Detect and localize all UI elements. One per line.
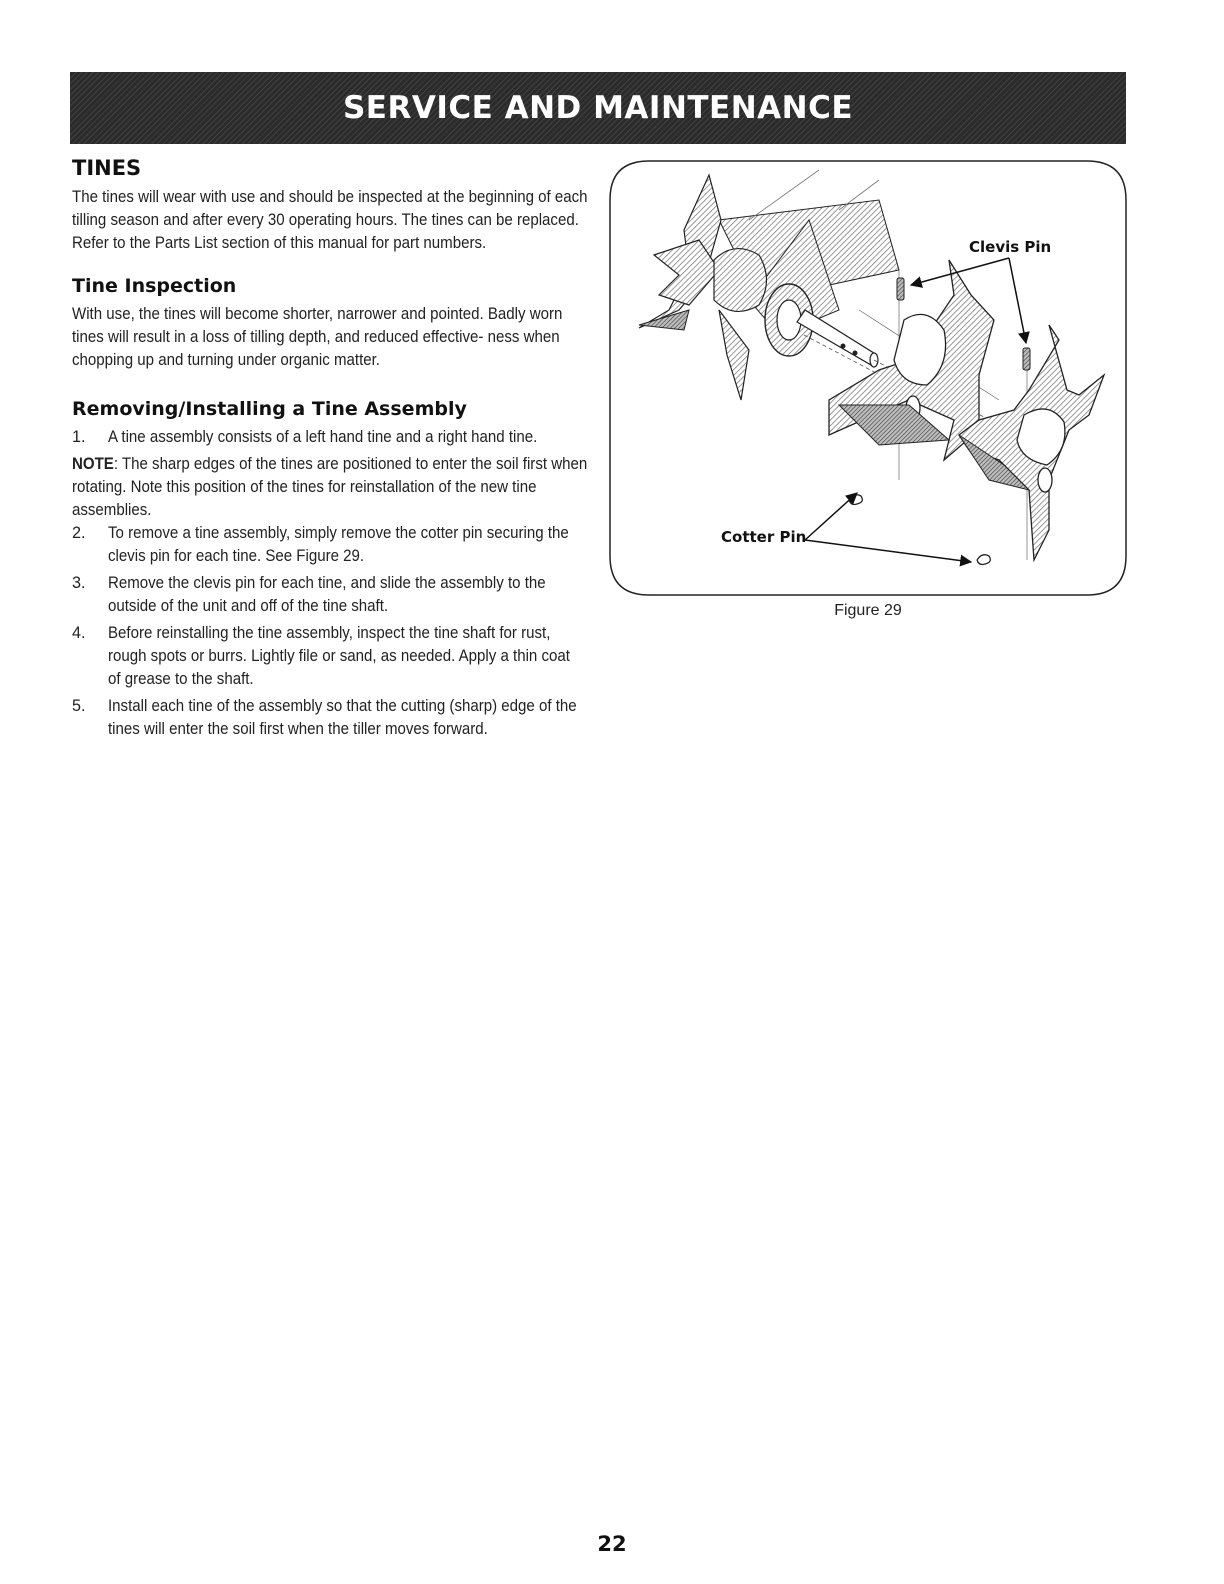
list-item [72,426,592,449]
inspection-body: With use, the tines will become shorter, narrower and pointed. Badly worn tines will result in a loss of tilling depth, and reduced effective- ness when chopping up and turning under organic matter. [72,305,563,369]
inspection-heading: Tine Inspection [72,275,237,297]
step-number: 3. [72,574,86,592]
cotter-pin-label: Cotter Pin [721,528,807,546]
step-text: Install each tine of the assembly so that the cutting (sharp) edge of the tines will enter the soil first when the tiller moves forward. [108,697,577,738]
tines-heading: TINES [72,156,142,180]
list-item [72,622,592,691]
page-number: 22 [597,1532,627,1556]
list-item [72,522,592,568]
figure-29 [609,160,1127,596]
section-banner [70,72,1126,144]
cotter-pin-right [977,555,990,565]
removal-steps [72,426,592,449]
tines-intro: The tines will wear with use and should be inspected at the beginning of each tilling season and after every 30 operating hours. The tines can be replaced. Refer to the Parts List section of this manual for part numbers. [72,188,588,252]
clevis-pin-left [897,278,904,300]
step-number: 2. [72,524,86,542]
clevis-pin-right [1023,348,1030,370]
step-number: 4. [72,624,86,642]
hub-left [714,249,767,312]
removal-steps-continued [72,522,592,741]
step-number: 1. [72,428,86,446]
step-text: Remove the clevis pin for each tine, and slide the assembly to the outside of the unit and off of the tine shaft. [108,574,546,615]
step-text: To remove a tine assembly, simply remove the cotter pin securing the clevis pin for each tine. See Figure 29. [108,524,569,565]
note-paragraph [72,453,588,522]
list-item [72,695,592,741]
step-text: A tine assembly consists of a left hand tine and a right hand tine. [108,428,538,446]
note-text: : The sharp edges of the tines are positioned to enter the soil first when rotating. Note this position of the tines for reinstallation of the new tine assemblies. [72,455,588,519]
cotter-pin-left [849,495,862,505]
tine-assembly-illustration [609,160,1127,596]
note-label: NOTE [72,455,114,473]
removal-heading: Removing/Installing a Tine Assembly [72,398,467,420]
section-title: SERVICE AND MAINTENANCE [342,90,854,126]
clevis-pin-label: Clevis Pin [969,238,1052,256]
step-text: Before reinstalling the tine assembly, inspect the tine shaft for rust, rough spots or burrs. Lightly file or sand, as needed. Apply a thin coat of grease to the shaft. [108,624,570,688]
figure-caption: Figure 29 [834,602,902,619]
step-number: 5. [72,697,86,715]
text-column [72,156,592,745]
list-item [72,572,592,618]
